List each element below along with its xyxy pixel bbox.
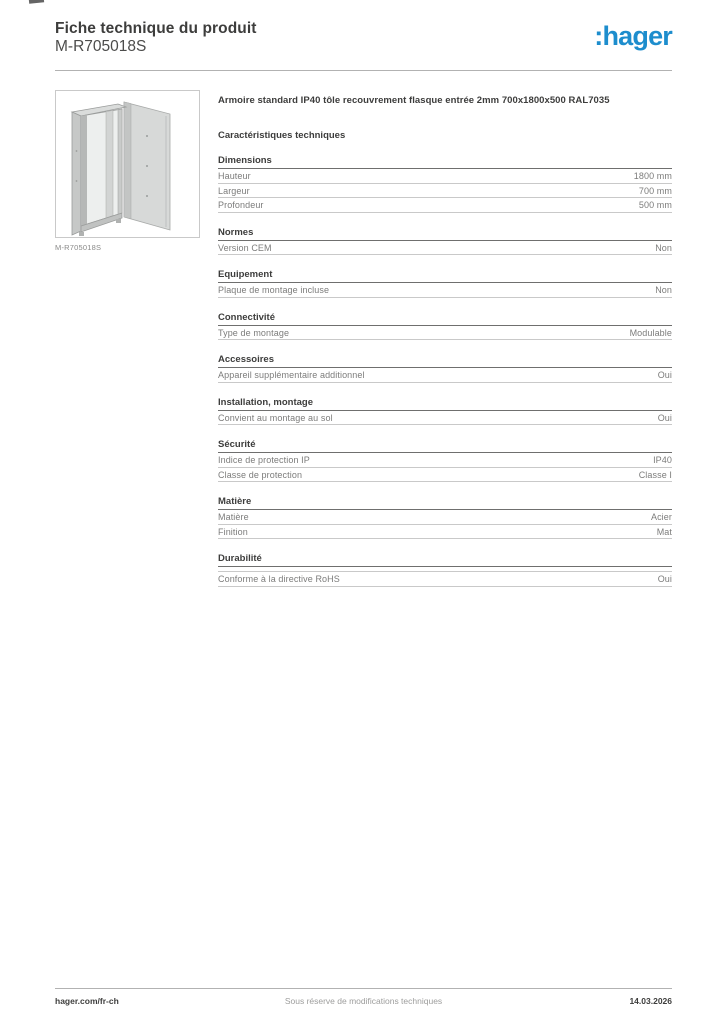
hager-logo: :hager — [594, 21, 672, 51]
product-description: Armoire standard IP40 tôle recouvrement flasque entrée 2mm 700x1800x500 RAL7035 — [218, 95, 610, 106]
image-caption: M-R705018S — [55, 243, 102, 252]
spec-row — [218, 198, 672, 213]
spec-sections — [218, 155, 672, 587]
header-divider — [55, 70, 672, 71]
spec-section — [218, 227, 672, 256]
spec-value: Acier — [650, 512, 672, 522]
product-image — [55, 90, 200, 238]
specs-heading: Caractéristiques techniques — [218, 130, 346, 141]
spec-label: Classe de protection — [218, 469, 303, 480]
footer-date: 14.03.2026 — [629, 996, 672, 1006]
spec-row — [218, 169, 672, 184]
spec-section-title: Accessoires — [218, 354, 672, 368]
spec-row — [218, 453, 672, 468]
spec-row — [218, 510, 672, 525]
spec-section-title: Sécurité — [218, 439, 672, 453]
header — [55, 20, 672, 56]
spec-value: Classe I — [638, 469, 672, 480]
spec-label: Matière — [218, 512, 249, 522]
spec-section-title: Normes — [218, 227, 672, 241]
spec-section-title: Connectivité — [218, 312, 672, 326]
spec-row — [218, 368, 672, 383]
spec-value: 1800 mm — [633, 171, 672, 181]
spec-row — [218, 411, 672, 426]
crop-mark — [29, 0, 44, 4]
spec-value: Oui — [657, 370, 672, 380]
spec-label: Finition — [218, 526, 248, 537]
spec-row — [218, 572, 672, 587]
spec-value: Oui — [657, 412, 672, 423]
product-reference: M-R705018S — [55, 38, 147, 55]
footer-website-link[interactable]: hager.com/fr-ch — [55, 996, 119, 1006]
spec-row — [218, 326, 672, 341]
spec-section — [218, 496, 672, 539]
spec-section-title: Matière — [218, 496, 672, 510]
spec-section — [218, 155, 672, 213]
spec-content — [218, 90, 672, 587]
spec-row — [218, 184, 672, 199]
main-content — [55, 90, 672, 587]
spec-row — [218, 283, 672, 298]
product-figure — [55, 90, 200, 587]
spec-label: Type de montage — [218, 327, 290, 338]
spec-value: IP40 — [653, 455, 672, 465]
spec-section — [218, 312, 672, 341]
spec-section — [218, 397, 672, 426]
spec-section — [218, 269, 672, 298]
footer — [55, 996, 672, 1006]
spec-value: 500 mm — [638, 200, 672, 210]
spec-section-title: Dimensions — [218, 155, 672, 169]
spec-section — [218, 439, 672, 482]
spec-section — [218, 354, 672, 383]
spec-value: Non — [655, 285, 672, 295]
spec-value: Mat — [656, 526, 672, 537]
spec-label: Convient au montage au sol — [218, 412, 333, 423]
spec-value: 700 mm — [638, 185, 672, 196]
spec-section-title: Installation, montage — [218, 397, 672, 411]
spec-label: Plaque de montage incluse — [218, 285, 330, 295]
spec-label: Profondeur — [218, 200, 264, 210]
spec-label: Appareil supplémentaire additionnel — [218, 370, 365, 380]
spec-label: Conforme à la directive RoHS — [218, 574, 340, 584]
spec-value: Modulable — [629, 327, 672, 338]
spec-section — [218, 553, 672, 587]
spec-label: Largeur — [218, 185, 250, 196]
spec-section-title: Durabilité — [218, 553, 672, 567]
spec-label: Indice de protection IP — [218, 455, 310, 465]
footer-disclaimer: Sous réserve de modifications techniques — [284, 996, 443, 1006]
spec-label: Hauteur — [218, 171, 251, 181]
spec-value: Non — [655, 242, 672, 253]
cabinet-illustration — [56, 91, 199, 237]
spec-label: Version CEM — [218, 242, 272, 253]
spec-row — [218, 525, 672, 540]
spec-value: Oui — [657, 574, 672, 584]
spec-row — [218, 468, 672, 483]
page-title: Fiche technique du produit — [55, 20, 257, 37]
spec-row — [218, 241, 672, 256]
spec-section-title: Equipement — [218, 269, 672, 283]
footer-divider — [55, 988, 672, 989]
